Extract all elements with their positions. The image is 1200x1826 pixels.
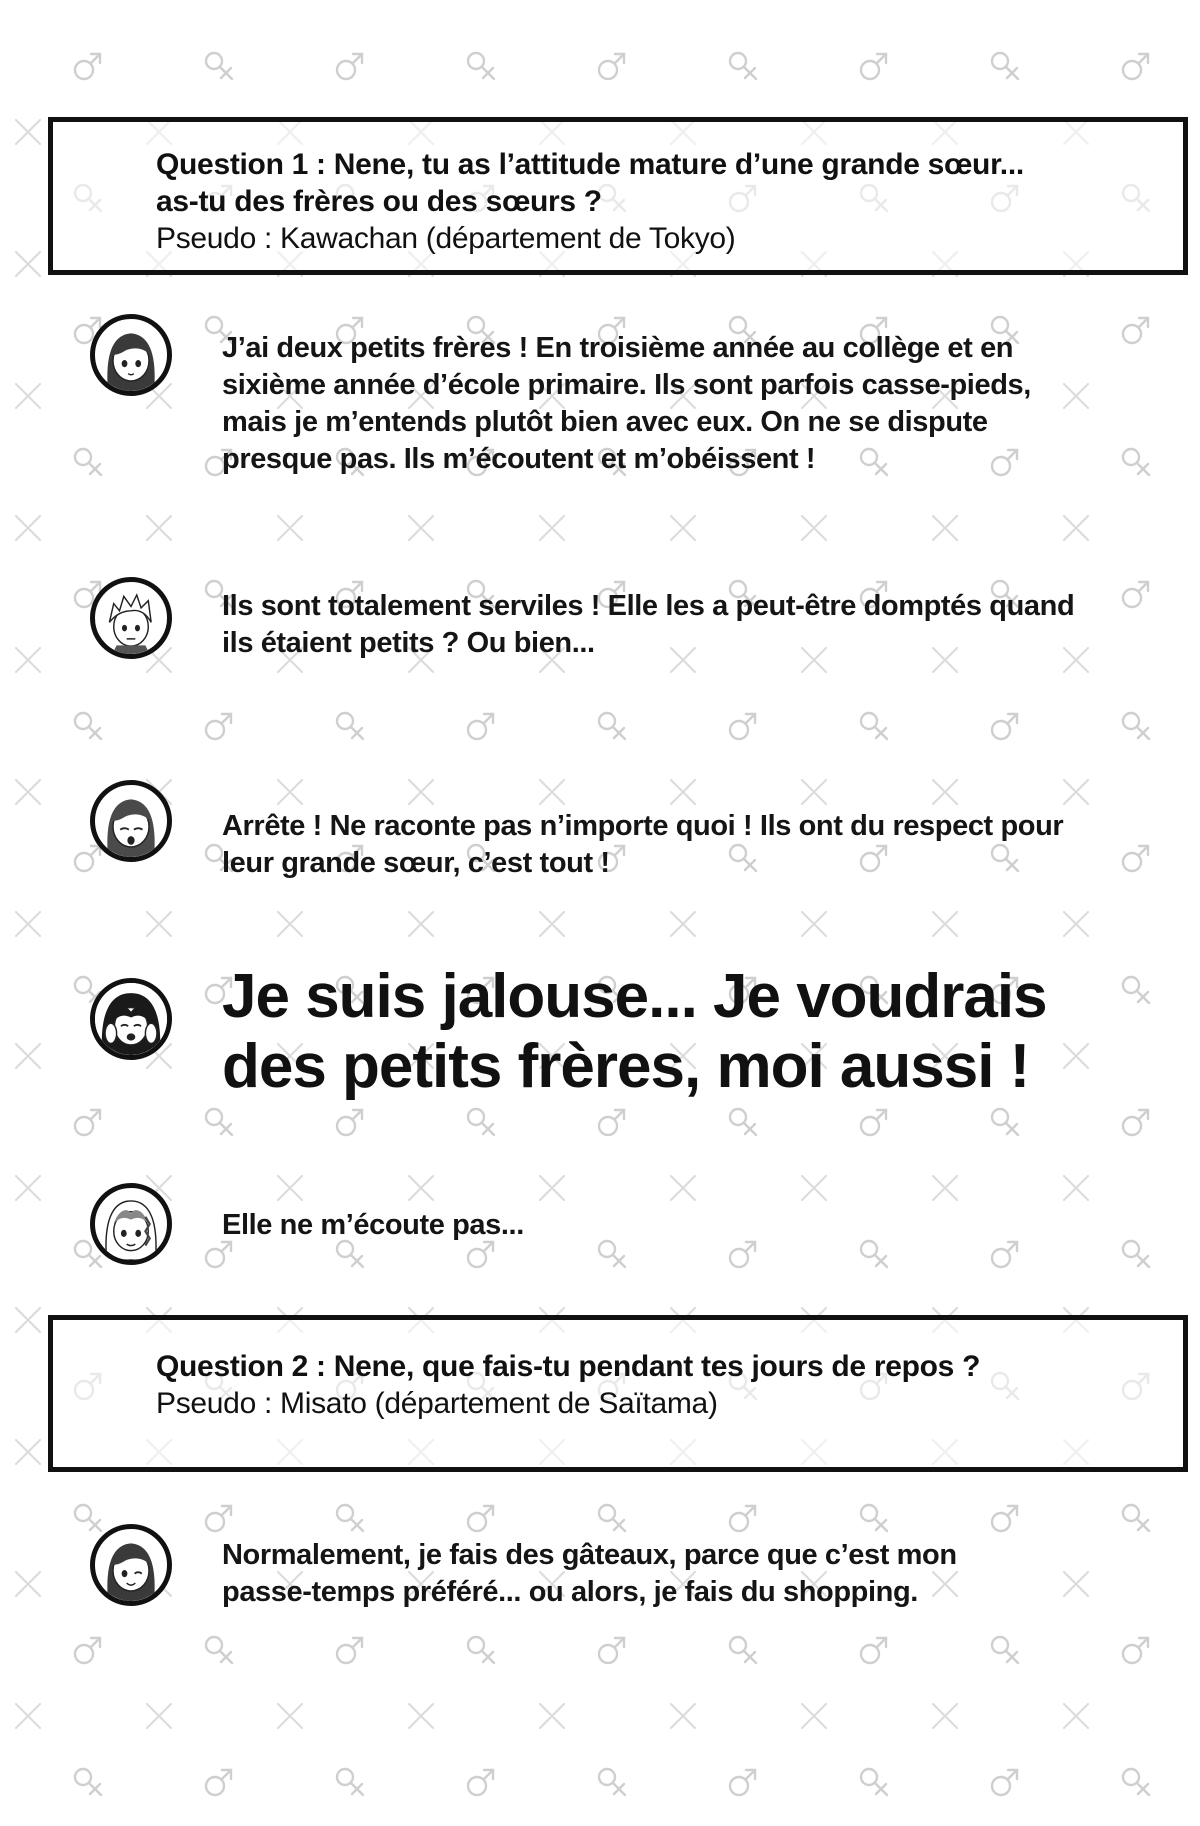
answer-line: presque pas. Ils m’écoutent et m’obéissent ! bbox=[222, 443, 816, 475]
answer-line: sixième année d’école primaire. Ils sont parfois casse-pieds, bbox=[222, 369, 1031, 401]
answer-text bbox=[222, 1207, 1122, 1244]
answer-line: leur grande sœur, c’est tout ! bbox=[222, 847, 610, 879]
boy-avatar bbox=[90, 577, 172, 659]
nene-avatar bbox=[90, 1524, 172, 1606]
shout-line: Je suis jalouse... Je voudrais bbox=[222, 962, 1047, 1031]
answer-line: mais je m’entends plutôt bien avec eux. On ne se dispute bbox=[222, 406, 988, 438]
answer-line: passe-temps préféré... ou alors, je fais du shopping. bbox=[222, 1576, 918, 1608]
answer-line: Arrête ! Ne raconte pas n’importe quoi ! Ils ont du respect pour bbox=[222, 810, 1064, 842]
answer-line: ils étaient petits ? Ou bien... bbox=[222, 627, 595, 659]
answer-line: Ils sont totalement serviles ! Elle les a peut-être domptés quand bbox=[222, 590, 1075, 622]
question-1-line: as-tu des frères ou des sœurs ? bbox=[156, 185, 602, 218]
answer-line: Elle ne m’écoute pas... bbox=[222, 1209, 524, 1241]
nene-avatar bbox=[90, 780, 172, 862]
question-1-line: Question 1 : Nene, tu as l’attitude mature d’une grande sœur... bbox=[156, 148, 1024, 181]
shout-text bbox=[222, 962, 1122, 1102]
nene-avatar bbox=[90, 314, 172, 396]
answer-line: J’ai deux petits frères ! En troisième année au collège et en bbox=[222, 332, 1014, 364]
question-box-2 bbox=[48, 1315, 1188, 1472]
answer-text bbox=[222, 1537, 1122, 1611]
shout-line: des petits frères, moi aussi ! bbox=[222, 1032, 1030, 1101]
question-2-line: Question 2 : Nene, que fais-tu pendant tes jours de repos ? bbox=[156, 1350, 981, 1383]
braided-girl-avatar bbox=[90, 1183, 172, 1265]
answer-line: Normalement, je fais des gâteaux, parce que c’est mon bbox=[222, 1539, 957, 1571]
question-1-pseudo: Pseudo : Kawachan (département de Tokyo) bbox=[156, 222, 736, 255]
answer-text bbox=[222, 588, 1122, 662]
answer-text bbox=[222, 808, 1122, 882]
question-2-pseudo: Pseudo : Misato (département de Saïtama) bbox=[156, 1387, 718, 1420]
question-box-1 bbox=[48, 117, 1188, 275]
answer-text bbox=[222, 330, 1122, 478]
dark-hair-girl-avatar bbox=[90, 978, 172, 1060]
